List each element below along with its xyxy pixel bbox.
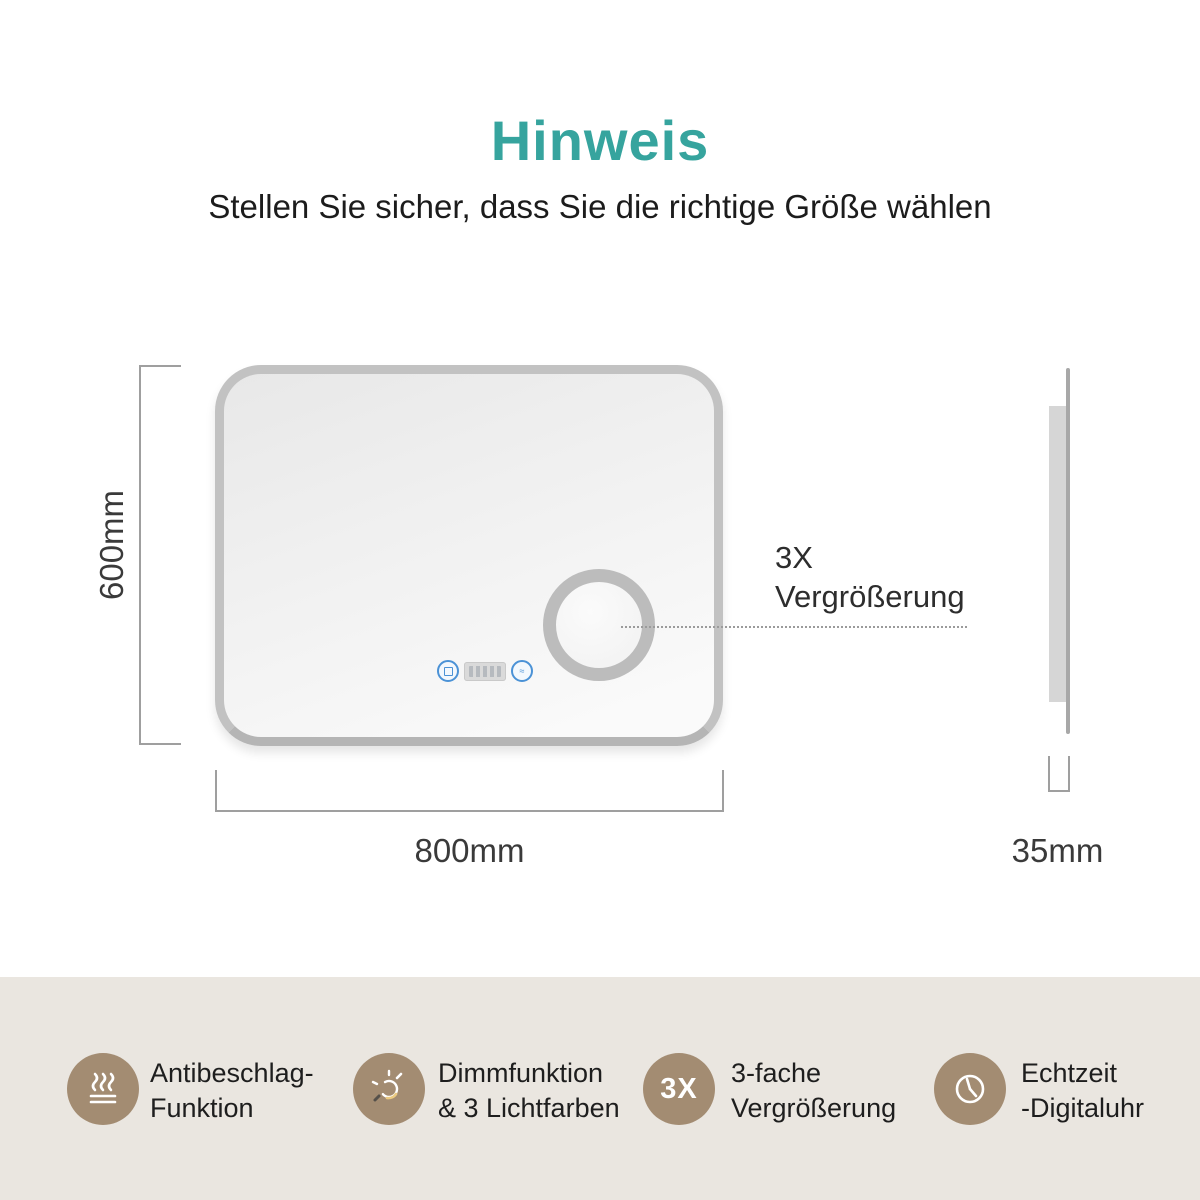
clock-glyph [947, 1066, 993, 1112]
feature-label-line: 3-fache [731, 1058, 822, 1088]
magnifier-circle [543, 569, 655, 681]
anti-fog-icon [67, 1053, 139, 1125]
feature-label-line: Dimmfunktion [438, 1058, 604, 1088]
depth-dimension-tick-left [1048, 756, 1050, 792]
feature-label-dim [438, 1056, 620, 1126]
page-subtitle: Stellen Sie sicher, dass Sie die richtige Größe wählen [208, 188, 992, 225]
magnifier-callout-line1: 3X [775, 540, 813, 575]
mirror-side-view-body [1049, 406, 1067, 702]
heat-waves-glyph [81, 1067, 125, 1111]
height-dimension-tick-top [139, 365, 181, 367]
3x-magnification-badge [643, 1053, 715, 1125]
page-title: Hinweis [490, 109, 710, 172]
height-dimension-tick-bottom [139, 743, 181, 745]
depth-dimension-label: 35mm [1011, 832, 1104, 869]
width-dimension-tick-right [722, 770, 724, 812]
digital-clock-display [464, 662, 506, 681]
magnifier-leader-dotted-line [621, 626, 967, 628]
feature-label-line: Echtzeit [1021, 1058, 1118, 1088]
depth-dimension-line [1048, 790, 1070, 792]
feature-label-magnification [731, 1056, 896, 1126]
feature-label-line: & 3 Lichtfarben [438, 1093, 620, 1123]
width-dimension-label: 800mm [414, 832, 525, 869]
depth-dimension-tick-right [1068, 756, 1070, 792]
feature-label-antifog [150, 1056, 314, 1126]
dim-sun-icon [353, 1053, 425, 1125]
mirror-front-view [215, 365, 723, 746]
feature-label-line: Antibeschlag- [150, 1058, 314, 1088]
feature-label-line: -Digitaluhr [1021, 1093, 1145, 1123]
height-dimension-line [139, 366, 141, 745]
width-dimension-line [215, 810, 724, 812]
feature-label-line: Vergrößerung [731, 1093, 897, 1123]
magnifier-callout [775, 538, 965, 616]
clock-icon [934, 1053, 1006, 1125]
mirror-side-view-glass [1066, 368, 1070, 734]
feature-label-line: Funktion [150, 1093, 254, 1123]
badge-text: 3X [660, 1072, 698, 1105]
feature-label-clock [1021, 1056, 1144, 1126]
mirror-control-panel [437, 660, 533, 682]
antifog-button-icon: ≈ [511, 660, 533, 682]
light-button-icon [437, 660, 459, 682]
width-dimension-tick-left [215, 770, 217, 812]
dim-sun-glyph [366, 1066, 412, 1112]
magnifier-callout-line2: Vergrößerung [775, 579, 965, 614]
height-dimension-label: 600mm [93, 489, 130, 600]
